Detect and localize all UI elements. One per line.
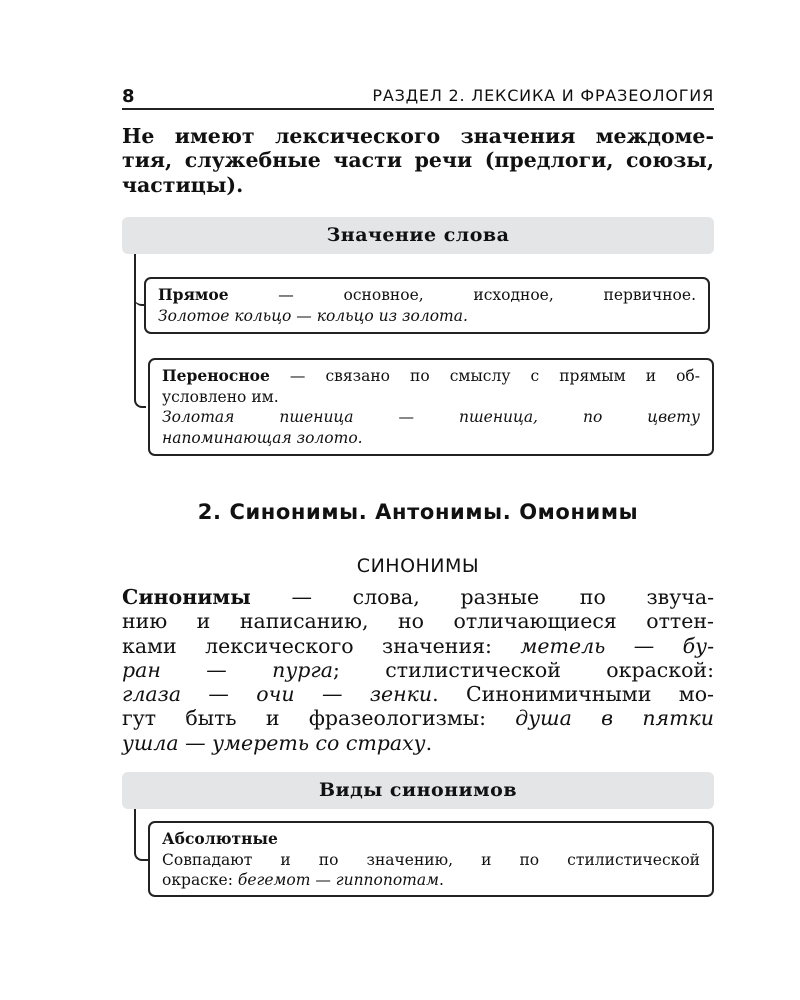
absolute-example: бегемот — гиппопотам bbox=[237, 871, 439, 889]
synonym-types-title: Виды синонимов bbox=[122, 772, 714, 809]
figurative-example-line bbox=[162, 407, 700, 428]
paragraph-line bbox=[122, 634, 714, 658]
direct-example: Золотое кольцо — кольцо из золота. bbox=[158, 306, 468, 325]
intro-line: Не имеют лексического значения междоме- bbox=[122, 124, 714, 148]
running-section-title: РАЗДЕЛ 2. ЛЕКСИКА И ФРАЗЕОЛОГИЯ bbox=[372, 86, 714, 105]
figurative-example: напоминающая золото. bbox=[162, 428, 363, 447]
direct-example-line bbox=[158, 306, 696, 327]
example-text: душа в пятки bbox=[515, 706, 714, 731]
intro-paragraph bbox=[122, 124, 714, 197]
line-text: . Синонимичными мо- bbox=[432, 682, 714, 707]
figurative-term: Переносное bbox=[162, 366, 270, 385]
meaning-diagram-title: Значение слова bbox=[122, 217, 714, 254]
line-text: . bbox=[438, 871, 444, 889]
subsection-heading: СИНОНИМЫ bbox=[356, 555, 480, 577]
line-text: ; стилистической окраской: bbox=[332, 657, 714, 682]
absolute-term: Абсолютные bbox=[162, 829, 278, 848]
paragraph-line bbox=[122, 706, 714, 730]
direct-definition-line bbox=[158, 285, 696, 306]
figurative-example: Золотая пшеница — пшеница, по цвету bbox=[162, 408, 700, 426]
figurative-definition-line bbox=[162, 366, 700, 387]
paragraph-line bbox=[122, 682, 714, 706]
example-text: метель — бу- bbox=[520, 633, 715, 658]
diagram-connector bbox=[134, 254, 136, 290]
line-text: окраске: bbox=[162, 871, 238, 889]
page-header bbox=[122, 84, 714, 110]
paragraph-line: нию и написанию, но отличающиеся оттен- bbox=[122, 609, 714, 634]
example-text: ран — пурга bbox=[122, 657, 333, 682]
intro-line: тия, служебные части речи (предлоги, союзы, bbox=[122, 148, 714, 173]
absolute-definition-line: Совпадают и по значению, и по стилистической bbox=[162, 850, 700, 869]
figurative-definition: — связано по смыслу с прямым и об- bbox=[269, 367, 700, 385]
intro-line: частицы). bbox=[122, 172, 244, 197]
example-text: глаза — очи — зенки bbox=[122, 682, 433, 707]
page-number: 8 bbox=[122, 86, 135, 107]
line-text: гут быть и фразеологизмы: bbox=[122, 706, 516, 731]
figurative-example-line bbox=[162, 428, 700, 449]
diagram-connector bbox=[134, 288, 144, 306]
absolute-term-line bbox=[162, 829, 700, 850]
synonyms-term: Синонимы bbox=[122, 585, 251, 609]
paragraph-line bbox=[122, 731, 714, 755]
figurative-definition-line: условлено им. bbox=[162, 387, 279, 406]
figurative-meaning-box bbox=[148, 358, 714, 456]
direct-definition: — основное, исходное, первичное. bbox=[228, 286, 696, 304]
paragraph-line bbox=[122, 658, 714, 682]
paragraph-line bbox=[122, 585, 714, 609]
absolute-synonyms-box bbox=[148, 821, 714, 897]
section-heading: 2. Синонимы. Антонимы. Омонимы bbox=[197, 500, 639, 524]
synonyms-paragraph bbox=[122, 585, 714, 755]
line-text: — слова, разные по звуча- bbox=[250, 585, 714, 609]
direct-meaning-box bbox=[144, 277, 710, 334]
example-text: ушла — умереть со страху bbox=[122, 730, 426, 755]
line-text: . bbox=[425, 730, 433, 755]
direct-term: Прямое bbox=[158, 285, 229, 304]
line-text: ками лексического значения: bbox=[122, 633, 521, 658]
absolute-definition-line bbox=[162, 870, 700, 891]
